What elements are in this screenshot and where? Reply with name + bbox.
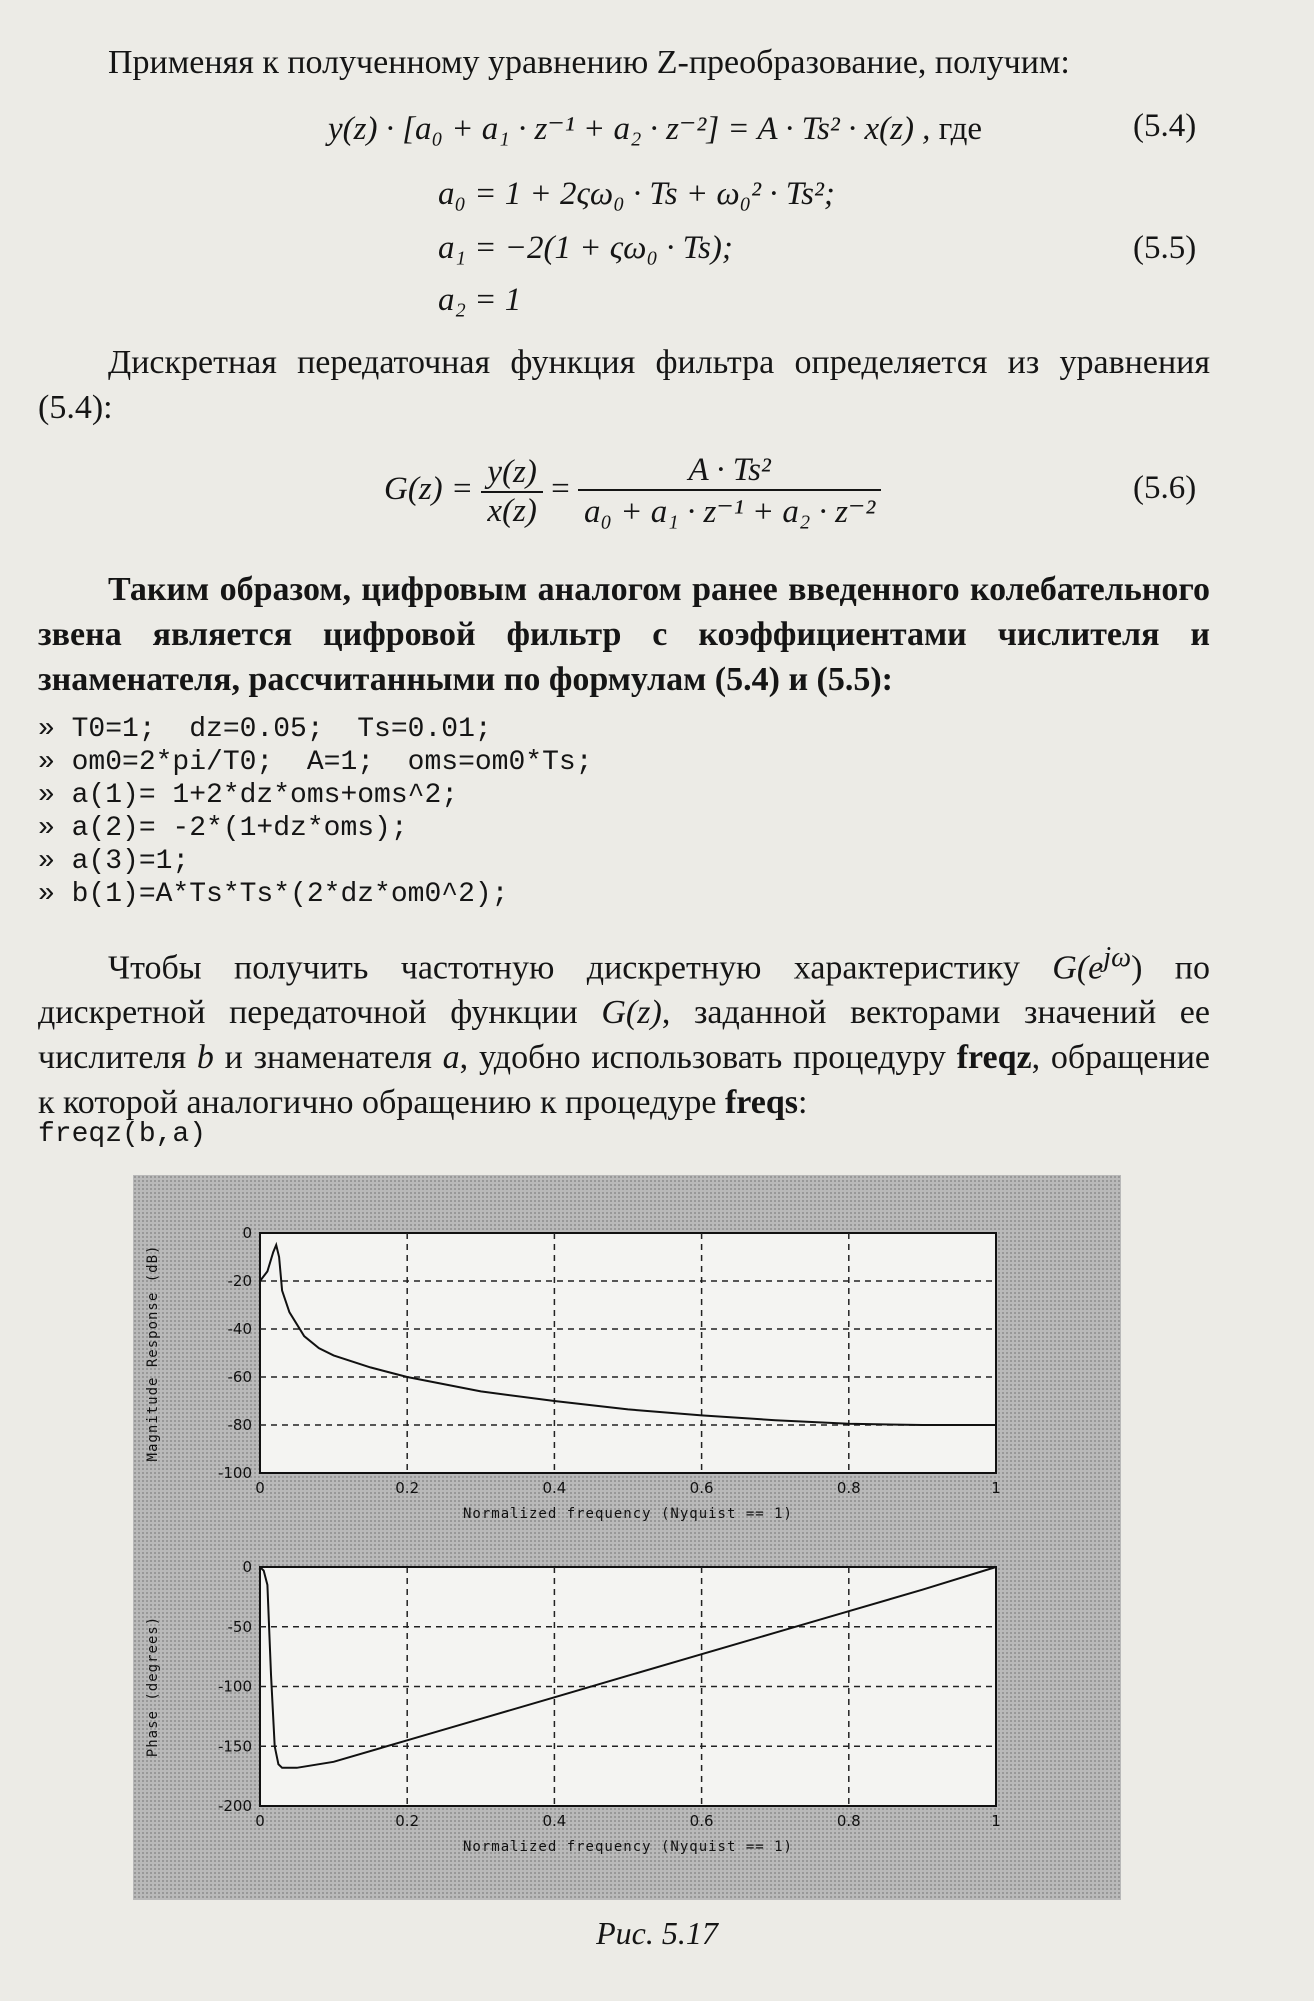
p4-text-4: и знаменателя bbox=[213, 1039, 443, 1077]
p4-g: G(e bbox=[1052, 949, 1104, 987]
phase-y-tick-label: -50 bbox=[227, 1617, 252, 1636]
magnitude-x-axis-label: Normalized frequency (Nyquist == 1) bbox=[462, 1506, 794, 1522]
paragraph-transfer-function: Дискретная передаточная функция фильтра определяется из уравнения (5.4): bbox=[38, 344, 1210, 426]
phase-x-tick-label: 0.4 bbox=[542, 1812, 567, 1830]
p4-text-7: : bbox=[797, 1084, 808, 1122]
code-line-4: » a(2)= -2*(1+dz*oms); bbox=[38, 813, 408, 844]
code-line-1: » T0=1; dz=0.05; Ts=0.01; bbox=[38, 714, 492, 745]
code-line-6: » b(1)=A*Ts*Ts*(2*dz*om0^2); bbox=[38, 879, 509, 910]
paragraph-freqz bbox=[38, 935, 1210, 1125]
phase-y-tick-label: -150 bbox=[217, 1737, 252, 1756]
equation-5-6-fraction-2-numerator: A · Ts² bbox=[578, 452, 881, 491]
phase-x-tick-label: 0.8 bbox=[836, 1812, 861, 1830]
p4-text-3: , заданной векторами значений ее числителя bbox=[38, 994, 1210, 1077]
equation-5-6-fraction-1-numerator: y(z) bbox=[481, 454, 542, 493]
magnitude-x-tick-label: 0 bbox=[255, 1479, 265, 1497]
code-line-2: » om0=2*pi/T0; A=1; oms=om0*Ts; bbox=[38, 747, 593, 778]
equation-5-5-line-3: a₂ = 1 bbox=[438, 282, 522, 318]
p4-a: a bbox=[442, 1039, 460, 1077]
equation-5-4-number: (5.4) bbox=[1133, 108, 1197, 144]
p4-text-1: Чтобы получить частотную дискретную характеристику bbox=[108, 949, 1053, 987]
phase-y-tick-label: -100 bbox=[217, 1677, 252, 1696]
magnitude-y-tick-label: -60 bbox=[227, 1368, 252, 1386]
figure-caption: Рис. 5.17 bbox=[596, 1915, 718, 1951]
equation-5-6-fraction-2 bbox=[578, 452, 881, 531]
magnitude-y-tick-label: -80 bbox=[227, 1416, 252, 1434]
phase-y-axis-label: Phase (degrees) bbox=[145, 1615, 161, 1758]
code-line-3: » a(1)= 1+2*dz*oms+oms^2; bbox=[38, 780, 459, 811]
phase-x-tick-label: 0.2 bbox=[395, 1812, 420, 1830]
equation-5-4-body: y(z) · [a₀ + a₁ · z⁻¹ + a₂ · z⁻²] = A · Ts² · x(z) , bbox=[328, 111, 931, 147]
equation-5-4-where: где bbox=[938, 111, 983, 147]
phase-x-tick-label: 0.6 bbox=[689, 1812, 714, 1830]
equation-5-6 bbox=[384, 452, 881, 531]
magnitude-y-axis-label: Magnitude Response (dB) bbox=[145, 1244, 161, 1462]
equation-5-6-fraction-2-denominator: a₀ + a₁ · z⁻¹ + a₂ · z⁻² bbox=[584, 494, 876, 530]
p4-jw: jω bbox=[1103, 942, 1132, 973]
phase-y-tick-label: -200 bbox=[217, 1797, 252, 1815]
equation-5-5-line-1: a₀ = 1 + 2ςω₀ · Ts + ω₀² · Ts²; bbox=[438, 176, 835, 212]
magnitude-x-tick-label: 0.8 bbox=[836, 1479, 861, 1497]
intro-text: Применяя к полученному уравнению Z-преобразование, получим: bbox=[108, 44, 1070, 81]
magnitude-x-tick-label: 0.4 bbox=[542, 1479, 567, 1497]
freqz-call: freqz(b,a) bbox=[38, 1119, 207, 1150]
magnitude-y-tick-label: -20 bbox=[227, 1272, 252, 1290]
p4-gz: G(z) bbox=[601, 994, 662, 1032]
magnitude-x-tick-label: 0.2 bbox=[395, 1479, 420, 1497]
p4-text-5: , удобно использовать процедуру bbox=[459, 1039, 957, 1077]
frequency-response-figure bbox=[133, 1175, 1121, 1900]
magnitude-plot-area bbox=[260, 1233, 996, 1473]
equation-5-5-number: (5.5) bbox=[1133, 230, 1197, 266]
equation-5-6-fraction-1-denominator: x(z) bbox=[487, 492, 537, 529]
magnitude-y-tick-label: 0 bbox=[242, 1224, 252, 1242]
phase-x-tick-label: 1 bbox=[991, 1812, 1001, 1830]
equation-5-5-line-2: a₁ = −2(1 + ςω₀ · Ts); bbox=[438, 230, 733, 266]
phase-y-tick-label: 0 bbox=[242, 1558, 252, 1576]
equation-5-6-lhs: G(z) = bbox=[384, 471, 474, 508]
p4-freqs: freqs bbox=[724, 1084, 798, 1122]
equation-5-6-fraction-1 bbox=[481, 454, 542, 530]
p4-text-2: ) по дискретной передаточной функции bbox=[38, 949, 1210, 1032]
p4-text-6: , обращение к которой аналогично обращению к процедуре bbox=[38, 1039, 1211, 1122]
magnitude-y-tick-label: -100 bbox=[217, 1464, 252, 1482]
paragraph-digital-analog: Таким образом, цифровым аналогом ранее введенного колебательного звена является цифровой фильтр с коэффициентами числителя и знаменателя, рассчитанными по формулам (5.4) и (5.5): bbox=[38, 571, 1210, 698]
p4-freqz: freqz bbox=[956, 1039, 1032, 1077]
code-line-5: » a(3)=1; bbox=[38, 846, 190, 877]
equation-5-6-equals: = bbox=[551, 471, 570, 508]
magnitude-x-tick-label: 0.6 bbox=[689, 1479, 714, 1497]
phase-x-tick-label: 0 bbox=[255, 1812, 265, 1830]
phase-x-axis-label: Normalized frequency (Nyquist == 1) bbox=[462, 1839, 794, 1855]
magnitude-y-tick-label: -40 bbox=[227, 1320, 252, 1338]
equation-5-4 bbox=[328, 108, 982, 148]
p4-b: b bbox=[196, 1039, 214, 1077]
equation-5-6-number: (5.6) bbox=[1133, 470, 1197, 506]
magnitude-x-tick-label: 1 bbox=[991, 1479, 1001, 1497]
